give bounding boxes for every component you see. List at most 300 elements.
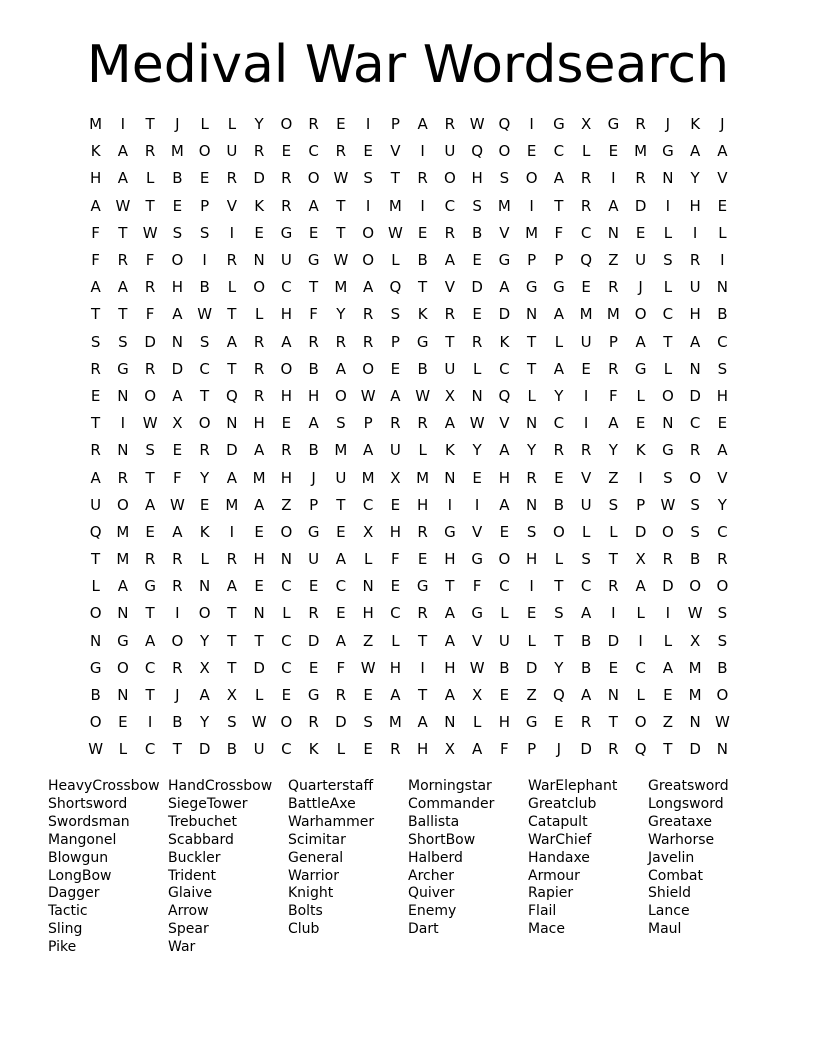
grid-letter: N — [280, 550, 292, 569]
grid-letter: W — [169, 495, 185, 514]
word-list-item: Longsword — [648, 795, 724, 812]
grid-letter: E — [172, 441, 183, 460]
word-list-item: Warhorse — [648, 831, 715, 848]
grid-letter: M — [334, 278, 348, 297]
grid-letter: S — [499, 169, 510, 188]
grid-letter: O — [334, 386, 347, 405]
grid-letter: W — [251, 713, 267, 732]
grid-letter: R — [308, 332, 319, 351]
grid-letter: O — [280, 522, 293, 541]
grid-letter: Q — [634, 740, 647, 759]
grid-letter: E — [254, 522, 264, 541]
grid-letter: T — [608, 550, 618, 569]
grid-letter: X — [199, 658, 210, 677]
grid-letter: O — [634, 713, 647, 732]
grid-letter: U — [635, 251, 647, 270]
grid-letter: B — [308, 359, 319, 378]
grid-letter: S — [717, 631, 728, 650]
grid-letter: D — [662, 577, 674, 596]
grid-letter: I — [120, 414, 126, 433]
grid-letter: R — [90, 441, 101, 460]
grid-letter: N — [171, 332, 183, 351]
grid-letter: A — [362, 278, 374, 297]
grid-letter: X — [635, 550, 646, 569]
grid-letter: W — [660, 495, 676, 514]
grid-letter: A — [444, 604, 455, 623]
word-list-item: War — [168, 939, 196, 956]
grid-letter: R — [717, 550, 728, 569]
grid-letter: R — [308, 604, 319, 623]
grid-letter: E — [635, 414, 646, 433]
word-column — [48, 778, 168, 957]
grid-letter: R — [253, 142, 265, 161]
grid-letter: B — [172, 713, 183, 732]
grid-letter: E — [717, 196, 728, 215]
grid-letter: E — [608, 142, 619, 161]
grid-letter: N — [117, 686, 129, 705]
grid-letter: R — [226, 169, 238, 188]
grid-letter: R — [417, 169, 428, 188]
grid-letter: L — [391, 251, 400, 270]
grid-letter: M — [89, 115, 103, 134]
grid-letter: E — [635, 223, 646, 242]
grid-letter: D — [253, 658, 265, 677]
grid-letter: C — [553, 142, 565, 161]
grid-letter: R — [308, 115, 319, 134]
grid-letter: S — [663, 468, 673, 487]
grid-letter: C — [717, 522, 728, 541]
grid-letter: G — [117, 631, 129, 650]
grid-letter: H — [280, 468, 293, 487]
grid-letter: I — [229, 223, 235, 242]
grid-letter: A — [390, 386, 401, 405]
grid-letter: R — [308, 713, 319, 732]
grid-letter: A — [689, 142, 701, 161]
grid-letter: D — [335, 713, 347, 732]
grid-letter: M — [606, 305, 620, 324]
grid-row — [82, 383, 736, 410]
grid-letter: G — [444, 522, 456, 541]
grid-letter: D — [580, 740, 592, 759]
grid-letter: G — [471, 604, 483, 623]
grid-letter: C — [281, 631, 292, 650]
grid-letter: R — [144, 550, 156, 569]
grid-letter: L — [200, 550, 209, 569]
grid-letter: Y — [254, 115, 264, 134]
grid-letter: I — [611, 604, 616, 623]
grid-letter: T — [118, 223, 128, 242]
word-list-item: Quiver — [408, 885, 455, 902]
grid-letter: A — [90, 278, 101, 297]
grid-letter: G — [307, 251, 320, 270]
grid-letter: W — [142, 414, 158, 433]
grid-letter: A — [308, 196, 319, 215]
grid-letter: A — [390, 686, 401, 705]
grid-letter: E — [336, 604, 346, 623]
grid-letter: T — [527, 359, 537, 378]
grid-letter: I — [529, 577, 534, 596]
grid-letter: E — [390, 495, 401, 514]
word-list-item: ShortBow — [408, 831, 476, 848]
grid-letter: T — [227, 359, 237, 378]
grid-letter: O — [116, 658, 129, 677]
grid-letter: S — [118, 332, 128, 351]
grid-letter: L — [336, 740, 346, 759]
grid-row — [82, 356, 736, 383]
grid-letter: E — [472, 251, 482, 270]
word-list-item: Greatclub — [528, 795, 597, 812]
grid-letter: C — [335, 577, 347, 596]
grid-letter: U — [580, 495, 592, 514]
grid-letter: O — [716, 686, 729, 705]
word-list-item: Sling — [48, 921, 83, 938]
grid-letter: C — [390, 604, 401, 623]
grid-letter: D — [607, 631, 620, 650]
grid-letter: O — [280, 359, 293, 378]
grid-letter: V — [390, 142, 401, 161]
grid-letter: F — [609, 386, 618, 405]
grid-letter: A — [635, 577, 646, 596]
grid-letter: L — [609, 522, 618, 541]
grid-letter: I — [365, 115, 371, 134]
grid-letter: Z — [608, 251, 619, 270]
grid-letter: G — [553, 115, 565, 134]
grid-row — [82, 329, 736, 356]
grid-letter: D — [198, 740, 211, 759]
grid-letter: V — [444, 278, 455, 297]
grid-letter: L — [663, 278, 673, 297]
grid-letter: E — [199, 169, 210, 188]
grid-letter: T — [227, 631, 237, 650]
grid-letter: N — [526, 305, 538, 324]
grid-letter: D — [307, 631, 320, 650]
grid-letter: F — [309, 305, 318, 324]
grid-letter: Y — [200, 631, 210, 650]
grid-letter: G — [525, 278, 538, 297]
grid-letter: W — [142, 223, 158, 242]
grid-letter: J — [720, 115, 725, 134]
grid-letter: I — [420, 196, 425, 215]
grid-letter: T — [527, 332, 537, 351]
grid-letter: A — [608, 196, 619, 215]
grid-letter: P — [527, 251, 537, 270]
grid-letter: R — [117, 251, 129, 270]
grid-letter: F — [173, 468, 182, 487]
grid-letter: O — [198, 604, 211, 623]
grid-letter: A — [553, 359, 564, 378]
word-list-item: Halberd — [408, 849, 463, 866]
grid-letter: G — [471, 550, 483, 569]
word-list-item: Greataxe — [648, 813, 713, 830]
grid-letter: L — [472, 713, 482, 732]
grid-letter: R — [417, 414, 428, 433]
grid-letter: H — [253, 414, 265, 433]
grid-letter: A — [499, 441, 510, 460]
word-list-item: Glaive — [168, 885, 213, 902]
grid-letter: Y — [554, 386, 564, 405]
grid-letter: O — [116, 495, 129, 514]
grid-row — [82, 519, 736, 546]
grid-letter: R — [444, 305, 456, 324]
grid-letter: J — [665, 115, 671, 134]
letter-grid — [82, 111, 736, 764]
grid-letter: B — [417, 359, 428, 378]
grid-letter: A — [172, 522, 183, 541]
grid-letter: V — [226, 196, 237, 215]
grid-letter: N — [689, 713, 701, 732]
grid-letter: O — [171, 251, 184, 270]
grid-letter: D — [253, 169, 265, 188]
grid-letter: D — [226, 441, 238, 460]
grid-letter: M — [334, 441, 348, 460]
grid-letter: B — [471, 223, 483, 242]
grid-letter: T — [554, 577, 564, 596]
grid-letter: R — [335, 332, 347, 351]
grid-letter: E — [118, 713, 128, 732]
grid-letter: L — [581, 522, 591, 541]
grid-letter: S — [172, 223, 183, 242]
grid-row — [82, 682, 736, 709]
grid-letter: D — [634, 196, 647, 215]
word-column — [648, 778, 768, 957]
grid-letter: E — [390, 359, 401, 378]
grid-letter: R — [526, 468, 537, 487]
grid-row — [82, 709, 736, 736]
grid-letter: A — [144, 631, 156, 650]
grid-letter: N — [253, 604, 265, 623]
grid-letter: C — [199, 359, 210, 378]
word-list-item: Scabbard — [168, 831, 234, 848]
grid-letter: K — [635, 441, 646, 460]
grid-letter: R — [144, 142, 156, 161]
grid-letter: C — [499, 359, 510, 378]
grid-letter: A — [417, 115, 428, 134]
grid-letter: A — [580, 604, 592, 623]
grid-letter: X — [689, 631, 701, 650]
grid-letter: G — [280, 223, 293, 242]
grid-letter: P — [200, 196, 210, 215]
grid-letter: H — [307, 386, 320, 405]
grid-letter: E — [363, 740, 373, 759]
grid-letter: T — [336, 196, 346, 215]
grid-letter: I — [420, 658, 425, 677]
grid-letter: S — [690, 522, 700, 541]
grid-letter: X — [172, 414, 183, 433]
grid-letter: L — [636, 686, 645, 705]
grid-letter: O — [689, 577, 702, 596]
word-list-item: Archer — [408, 867, 454, 884]
grid-letter: E — [472, 305, 482, 324]
grid-letter: I — [583, 386, 589, 405]
grid-letter: O — [362, 251, 375, 270]
grid-letter: L — [363, 550, 373, 569]
grid-letter: R — [172, 577, 183, 596]
grid-letter: H — [89, 169, 102, 188]
grid-letter: M — [688, 658, 702, 677]
grid-letter: L — [718, 223, 727, 242]
grid-letter: T — [145, 604, 155, 623]
grid-letter: S — [363, 169, 373, 188]
grid-letter: F — [336, 658, 346, 677]
grid-letter: S — [199, 332, 210, 351]
grid-letter: H — [498, 468, 511, 487]
grid-letter: P — [390, 332, 400, 351]
grid-letter: S — [363, 713, 373, 732]
grid-letter: G — [416, 577, 429, 596]
grid-letter: Y — [690, 169, 700, 188]
grid-letter: R — [226, 251, 238, 270]
grid-letter: C — [580, 577, 592, 596]
grid-letter: T — [608, 713, 618, 732]
grid-letter: B — [417, 251, 428, 270]
grid-letter: M — [497, 196, 511, 215]
grid-letter: G — [416, 332, 429, 351]
grid-row — [82, 600, 736, 627]
grid-letter: W — [387, 223, 403, 242]
grid-letter: E — [499, 686, 510, 705]
grid-letter: S — [608, 495, 619, 514]
grid-letter: O — [661, 522, 674, 541]
grid-letter: E — [717, 414, 728, 433]
grid-letter: L — [391, 631, 400, 650]
grid-letter: N — [526, 414, 538, 433]
grid-letter: G — [307, 522, 320, 541]
grid-letter: V — [499, 414, 510, 433]
grid-letter: O — [198, 142, 211, 161]
word-list-item: Dart — [408, 921, 439, 938]
word-list-item: SiegeTower — [168, 795, 248, 812]
grid-letter: V — [717, 468, 728, 487]
grid-letter: U — [444, 142, 456, 161]
grid-letter: I — [175, 604, 180, 623]
word-list-item: Spear — [168, 921, 209, 938]
grid-letter: U — [389, 441, 401, 460]
grid-letter: C — [717, 332, 728, 351]
grid-letter: E — [336, 115, 346, 134]
grid-letter: R — [635, 169, 646, 188]
grid-letter: T — [445, 332, 455, 351]
grid-letter: R — [281, 169, 292, 188]
grid-letter: O — [89, 713, 102, 732]
grid-letter: O — [552, 522, 565, 541]
grid-letter: R — [608, 577, 619, 596]
grid-letter: A — [444, 414, 455, 433]
grid-letter: W — [333, 169, 349, 188]
word-list-item: Morningstar — [408, 778, 492, 794]
grid-letter: L — [636, 386, 645, 405]
grid-letter: L — [472, 359, 482, 378]
grid-letter: C — [308, 142, 319, 161]
grid-letter: M — [225, 495, 239, 514]
grid-letter: O — [307, 169, 320, 188]
grid-letter: K — [444, 441, 455, 460]
grid-letter: E — [417, 550, 428, 569]
grid-letter: L — [145, 169, 155, 188]
grid-letter: I — [529, 115, 534, 134]
grid-letter: R — [281, 196, 292, 215]
grid-letter: R — [172, 550, 183, 569]
grid-letter: R — [253, 332, 265, 351]
word-list-item: Ballista — [408, 813, 460, 830]
grid-letter: R — [635, 115, 646, 134]
word-list — [48, 778, 768, 957]
grid-letter: T — [336, 223, 346, 242]
word-column — [288, 778, 408, 957]
grid-letter: H — [389, 658, 402, 677]
grid-letter: M — [688, 686, 702, 705]
grid-letter: Y — [472, 441, 482, 460]
grid-letter: U — [90, 495, 102, 514]
grid-letter: P — [363, 414, 373, 433]
grid-letter: T — [309, 278, 319, 297]
grid-letter: Z — [526, 686, 537, 705]
grid-letter: L — [282, 604, 291, 623]
grid-letter: I — [529, 196, 534, 215]
grid-letter: W — [687, 604, 703, 623]
grid-letter: S — [472, 196, 482, 215]
word-list-item: Catapult — [528, 813, 588, 830]
grid-letter: M — [388, 713, 402, 732]
word-list-item: Swordsman — [48, 813, 130, 830]
grid-letter: N — [471, 386, 483, 405]
grid-letter: U — [280, 251, 292, 270]
grid-letter: R — [553, 441, 565, 460]
word-list-item: Maul — [648, 921, 682, 938]
grid-letter: I — [665, 196, 671, 215]
grid-letter: A — [608, 414, 619, 433]
grid-letter: N — [607, 686, 619, 705]
grid-letter: F — [500, 740, 509, 759]
grid-letter: T — [118, 305, 128, 324]
grid-letter: H — [689, 196, 701, 215]
grid-letter: P — [309, 495, 319, 514]
word-list-item: WarElephant — [528, 778, 618, 794]
grid-row — [82, 410, 736, 437]
grid-letter: U — [308, 550, 320, 569]
grid-letter: S — [227, 713, 237, 732]
grid-letter: A — [226, 577, 237, 596]
grid-letter: G — [525, 713, 538, 732]
grid-letter: R — [226, 550, 238, 569]
grid-letter: W — [333, 251, 349, 270]
grid-letter: H — [280, 386, 293, 405]
grid-letter: L — [527, 631, 536, 650]
grid-letter: U — [498, 631, 510, 650]
grid-letter: O — [716, 577, 729, 596]
grid-letter: T — [336, 495, 346, 514]
word-list-item: Pike — [48, 939, 77, 956]
grid-row — [82, 220, 736, 247]
word-list-item: BattleAxe — [288, 795, 356, 812]
grid-letter: N — [444, 468, 456, 487]
grid-letter: E — [145, 522, 155, 541]
grid-letter: R — [335, 142, 347, 161]
grid-letter: N — [117, 386, 129, 405]
grid-letter: J — [638, 278, 643, 297]
word-list-item: Handaxe — [528, 849, 590, 866]
grid-letter: C — [281, 658, 292, 677]
grid-letter: C — [362, 495, 374, 514]
grid-letter: U — [689, 278, 701, 297]
grid-letter: Y — [200, 713, 210, 732]
grid-letter: N — [117, 441, 129, 460]
grid-letter: S — [145, 441, 155, 460]
grid-letter: A — [717, 441, 728, 460]
grid-letter: R — [281, 441, 292, 460]
grid-letter: Y — [554, 658, 564, 677]
grid-letter: W — [469, 414, 485, 433]
grid-letter: O — [362, 223, 375, 242]
